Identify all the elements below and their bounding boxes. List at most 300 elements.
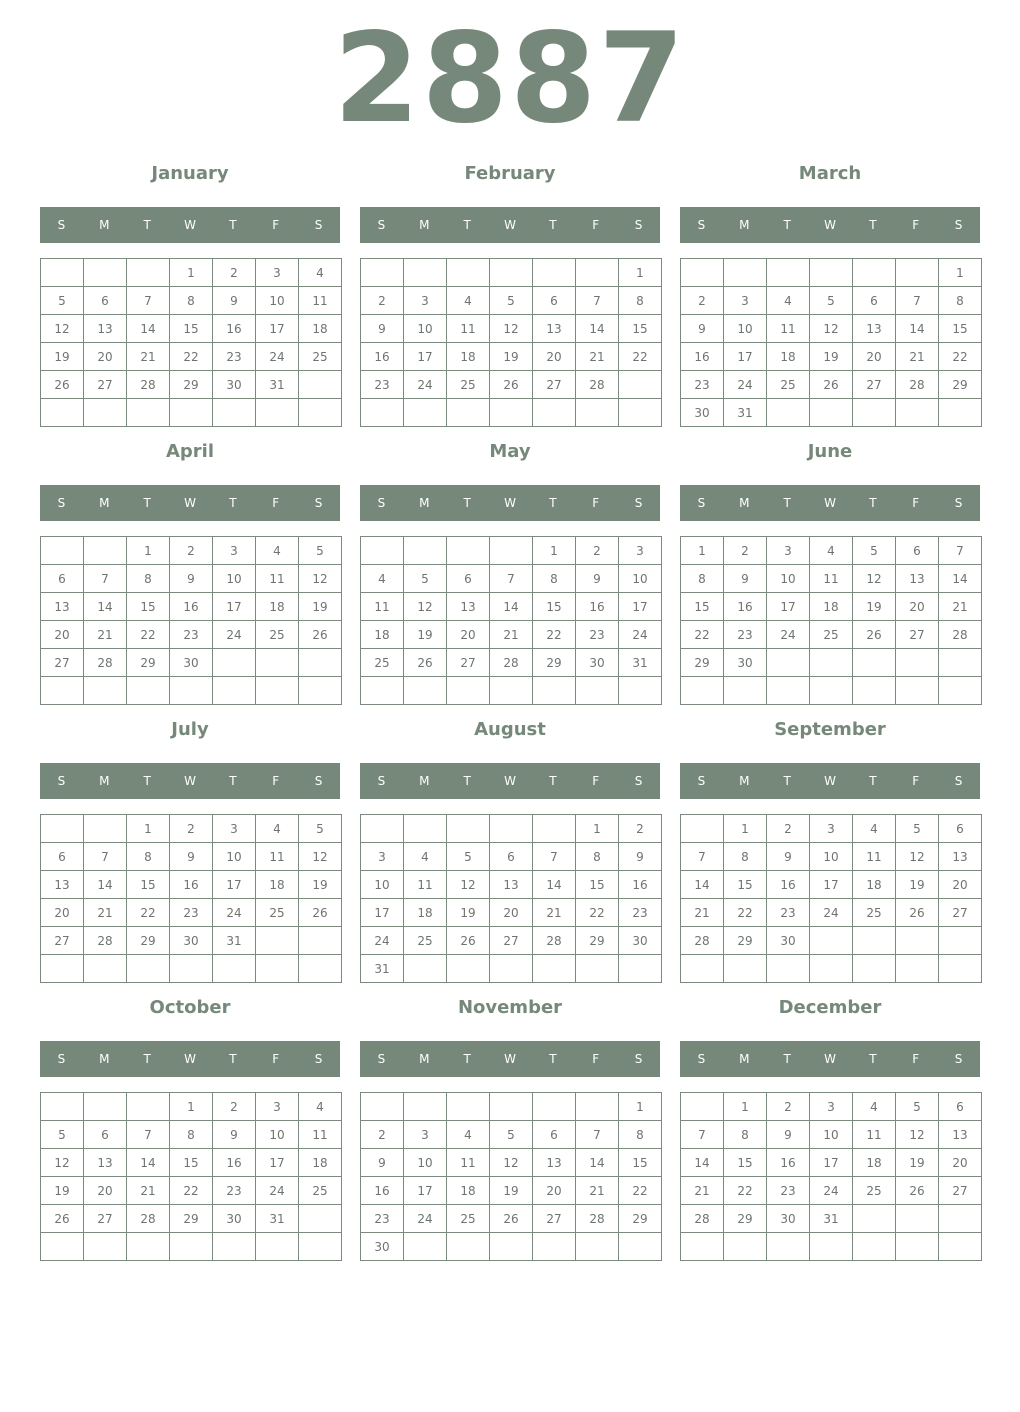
- weekday-label: T: [869, 496, 877, 510]
- weekday-label: M: [739, 1052, 750, 1066]
- day-cell: 9: [361, 315, 404, 343]
- day-cell: 16: [361, 1177, 404, 1205]
- weekday-label: S: [697, 496, 706, 510]
- day-cell: 3: [404, 1121, 447, 1149]
- weekday-label: T: [229, 218, 237, 232]
- weekday-label: W: [184, 496, 196, 510]
- week-row: [681, 1233, 982, 1261]
- empty-day-cell: [490, 259, 533, 287]
- day-cell: 24: [256, 343, 299, 371]
- day-cell: 5: [299, 537, 342, 565]
- day-cell: 8: [127, 565, 170, 593]
- empty-day-cell: [41, 955, 84, 983]
- day-cell: 25: [256, 899, 299, 927]
- day-cell: 27: [939, 899, 982, 927]
- weekday-label: T: [463, 774, 471, 788]
- day-cell: 20: [447, 621, 490, 649]
- week-row: [681, 399, 982, 427]
- weekday-header: [680, 485, 980, 521]
- week-row: [361, 621, 662, 649]
- day-cell: 8: [619, 287, 662, 315]
- day-cell: 7: [576, 1121, 619, 1149]
- day-cell: 3: [256, 1093, 299, 1121]
- day-cell: 17: [810, 1149, 853, 1177]
- week-row: [361, 315, 662, 343]
- week-row: [41, 621, 342, 649]
- day-cell: 5: [490, 287, 533, 315]
- day-cell: 20: [853, 343, 896, 371]
- day-cell: 7: [84, 565, 127, 593]
- day-cell: 21: [576, 1177, 619, 1205]
- empty-day-cell: [447, 815, 490, 843]
- empty-day-cell: [939, 1233, 982, 1261]
- day-cell: 13: [533, 315, 576, 343]
- day-cell: 5: [41, 1121, 84, 1149]
- day-cell: 22: [619, 1177, 662, 1205]
- weekday-label: F: [272, 774, 280, 788]
- day-cell: 19: [896, 871, 939, 899]
- day-cell: 2: [576, 537, 619, 565]
- day-cell: 26: [810, 371, 853, 399]
- day-cell: 31: [213, 927, 256, 955]
- weekday-label: F: [592, 1052, 600, 1066]
- day-cell: 15: [939, 315, 982, 343]
- weekday-label: M: [739, 774, 750, 788]
- day-cell: 27: [41, 927, 84, 955]
- empty-day-cell: [84, 815, 127, 843]
- day-cell: 14: [490, 593, 533, 621]
- weekday-label: W: [824, 218, 836, 232]
- week-row: [361, 955, 662, 983]
- day-cell: 29: [619, 1205, 662, 1233]
- week-row: [681, 315, 982, 343]
- day-cell: 13: [41, 593, 84, 621]
- day-cell: 20: [84, 1177, 127, 1205]
- weekday-label: W: [504, 218, 516, 232]
- day-cell: 28: [490, 649, 533, 677]
- empty-day-cell: [447, 677, 490, 705]
- day-cell: 23: [213, 343, 256, 371]
- empty-day-cell: [576, 1093, 619, 1121]
- week-row: [41, 537, 342, 565]
- weekday-label: T: [783, 496, 791, 510]
- empty-day-cell: [619, 677, 662, 705]
- day-cell: 2: [724, 537, 767, 565]
- empty-day-cell: [896, 955, 939, 983]
- day-cell: 27: [41, 649, 84, 677]
- day-cell: 7: [939, 537, 982, 565]
- empty-day-cell: [853, 1205, 896, 1233]
- day-cell: 3: [767, 537, 810, 565]
- month-name: May: [489, 441, 531, 462]
- empty-day-cell: [853, 927, 896, 955]
- empty-day-cell: [810, 927, 853, 955]
- weekday-header: [360, 1041, 660, 1077]
- empty-day-cell: [853, 399, 896, 427]
- empty-day-cell: [299, 955, 342, 983]
- empty-day-cell: [810, 649, 853, 677]
- empty-day-cell: [896, 1233, 939, 1261]
- day-cell: 3: [810, 1093, 853, 1121]
- day-cell: 11: [404, 871, 447, 899]
- empty-day-cell: [490, 815, 533, 843]
- day-cell: 5: [41, 287, 84, 315]
- day-grid: [40, 814, 342, 983]
- day-cell: 9: [213, 1121, 256, 1149]
- week-row: [681, 871, 982, 899]
- empty-day-cell: [447, 399, 490, 427]
- day-cell: 19: [896, 1149, 939, 1177]
- empty-day-cell: [724, 955, 767, 983]
- day-cell: 14: [939, 565, 982, 593]
- week-row: [41, 1149, 342, 1177]
- week-row: [361, 371, 662, 399]
- day-cell: 2: [213, 259, 256, 287]
- empty-day-cell: [299, 399, 342, 427]
- weekday-label: M: [99, 496, 110, 510]
- day-cell: 5: [810, 287, 853, 315]
- day-cell: 11: [256, 843, 299, 871]
- week-row: [41, 371, 342, 399]
- day-cell: 30: [213, 1205, 256, 1233]
- day-cell: 4: [810, 537, 853, 565]
- day-cell: 18: [361, 621, 404, 649]
- day-cell: 26: [299, 899, 342, 927]
- day-cell: 19: [490, 343, 533, 371]
- day-cell: 26: [299, 621, 342, 649]
- weekday-label: S: [57, 1052, 66, 1066]
- empty-day-cell: [41, 677, 84, 705]
- day-cell: 29: [170, 371, 213, 399]
- week-row: [361, 259, 662, 287]
- weekday-label: S: [697, 218, 706, 232]
- week-row: [361, 927, 662, 955]
- day-cell: 6: [447, 565, 490, 593]
- weekday-label: T: [549, 1052, 557, 1066]
- day-cell: 1: [533, 537, 576, 565]
- day-cell: 13: [84, 315, 127, 343]
- day-cell: 30: [767, 927, 810, 955]
- empty-day-cell: [810, 259, 853, 287]
- weekday-label: F: [272, 218, 280, 232]
- day-cell: 17: [404, 343, 447, 371]
- day-cell: 5: [447, 843, 490, 871]
- day-cell: 4: [256, 815, 299, 843]
- day-cell: 10: [256, 1121, 299, 1149]
- day-cell: 14: [896, 315, 939, 343]
- day-cell: 16: [213, 315, 256, 343]
- empty-day-cell: [84, 955, 127, 983]
- day-cell: 23: [767, 899, 810, 927]
- empty-day-cell: [41, 259, 84, 287]
- day-cell: 25: [361, 649, 404, 677]
- day-cell: 13: [41, 871, 84, 899]
- weekday-header: [40, 763, 340, 799]
- day-cell: 2: [361, 287, 404, 315]
- week-row: [361, 1093, 662, 1121]
- weekday-label: S: [377, 218, 386, 232]
- day-cell: 9: [213, 287, 256, 315]
- month-name: November: [457, 997, 563, 1018]
- day-cell: 19: [447, 899, 490, 927]
- day-cell: 6: [41, 843, 84, 871]
- week-row: [681, 899, 982, 927]
- weekday-label: F: [272, 496, 280, 510]
- day-cell: 21: [533, 899, 576, 927]
- day-cell: 24: [213, 899, 256, 927]
- empty-day-cell: [256, 399, 299, 427]
- week-row: [681, 1149, 982, 1177]
- empty-day-cell: [299, 1233, 342, 1261]
- day-cell: 22: [170, 1177, 213, 1205]
- day-cell: 2: [681, 287, 724, 315]
- empty-day-cell: [681, 1093, 724, 1121]
- day-cell: 17: [361, 899, 404, 927]
- empty-day-cell: [853, 677, 896, 705]
- day-cell: 5: [404, 565, 447, 593]
- day-cell: 18: [853, 871, 896, 899]
- day-cell: 23: [213, 1177, 256, 1205]
- day-cell: 25: [404, 927, 447, 955]
- day-cell: 24: [810, 899, 853, 927]
- weekday-label: S: [634, 774, 643, 788]
- week-row: [41, 843, 342, 871]
- day-cell: 11: [447, 1149, 490, 1177]
- day-cell: 22: [619, 343, 662, 371]
- day-cell: 5: [896, 1093, 939, 1121]
- day-cell: 9: [619, 843, 662, 871]
- day-cell: 30: [170, 927, 213, 955]
- weekday-label: S: [697, 774, 706, 788]
- weekday-label: S: [314, 774, 323, 788]
- weekday-label: T: [463, 496, 471, 510]
- day-grid: [680, 814, 982, 983]
- week-row: [41, 315, 342, 343]
- day-cell: 10: [213, 843, 256, 871]
- day-cell: 14: [84, 593, 127, 621]
- day-cell: 13: [853, 315, 896, 343]
- month-name: December: [778, 997, 882, 1018]
- day-cell: 13: [896, 565, 939, 593]
- empty-day-cell: [361, 259, 404, 287]
- empty-day-cell: [896, 1205, 939, 1233]
- empty-day-cell: [41, 1233, 84, 1261]
- empty-day-cell: [681, 259, 724, 287]
- day-cell: 12: [41, 1149, 84, 1177]
- month-name: July: [171, 719, 209, 740]
- day-grid: [360, 1092, 662, 1261]
- empty-day-cell: [767, 955, 810, 983]
- weekday-label: T: [783, 1052, 791, 1066]
- empty-day-cell: [767, 259, 810, 287]
- empty-day-cell: [361, 1093, 404, 1121]
- weekday-label: M: [739, 218, 750, 232]
- weekday-header: [680, 207, 980, 243]
- weekday-label: F: [912, 774, 920, 788]
- day-cell: 9: [767, 843, 810, 871]
- day-cell: 28: [84, 649, 127, 677]
- empty-day-cell: [939, 927, 982, 955]
- day-cell: 28: [896, 371, 939, 399]
- day-cell: 11: [853, 1121, 896, 1149]
- weekday-label: T: [143, 774, 151, 788]
- day-cell: 29: [127, 649, 170, 677]
- day-cell: 11: [853, 843, 896, 871]
- day-cell: 28: [939, 621, 982, 649]
- day-cell: 13: [939, 1121, 982, 1149]
- day-cell: 12: [404, 593, 447, 621]
- day-cell: 30: [213, 371, 256, 399]
- week-row: [681, 259, 982, 287]
- day-cell: 4: [767, 287, 810, 315]
- day-cell: 27: [896, 621, 939, 649]
- week-row: [681, 343, 982, 371]
- day-cell: 22: [681, 621, 724, 649]
- day-cell: 17: [767, 593, 810, 621]
- day-cell: 29: [681, 649, 724, 677]
- day-cell: 23: [170, 621, 213, 649]
- day-cell: 12: [853, 565, 896, 593]
- empty-day-cell: [127, 1233, 170, 1261]
- week-row: [681, 371, 982, 399]
- weekday-label: F: [592, 218, 600, 232]
- weekday-label: F: [592, 496, 600, 510]
- day-cell: 25: [853, 1177, 896, 1205]
- day-cell: 3: [213, 815, 256, 843]
- day-cell: 20: [41, 621, 84, 649]
- empty-day-cell: [404, 815, 447, 843]
- week-row: [41, 649, 342, 677]
- day-cell: 13: [490, 871, 533, 899]
- day-cell: 31: [619, 649, 662, 677]
- day-cell: 28: [84, 927, 127, 955]
- empty-day-cell: [447, 537, 490, 565]
- day-cell: 25: [767, 371, 810, 399]
- empty-day-cell: [361, 815, 404, 843]
- day-cell: 20: [533, 1177, 576, 1205]
- week-row: [681, 1121, 982, 1149]
- weekday-label: S: [57, 218, 66, 232]
- day-cell: 10: [724, 315, 767, 343]
- week-row: [681, 1205, 982, 1233]
- day-cell: 27: [84, 1205, 127, 1233]
- empty-day-cell: [724, 677, 767, 705]
- day-cell: 21: [896, 343, 939, 371]
- empty-day-cell: [404, 677, 447, 705]
- day-cell: 18: [299, 315, 342, 343]
- empty-day-cell: [853, 259, 896, 287]
- day-cell: 16: [767, 871, 810, 899]
- week-row: [681, 677, 982, 705]
- day-cell: 28: [681, 1205, 724, 1233]
- empty-day-cell: [767, 677, 810, 705]
- day-cell: 10: [404, 1149, 447, 1177]
- day-cell: 2: [361, 1121, 404, 1149]
- empty-day-cell: [213, 649, 256, 677]
- day-cell: 12: [810, 315, 853, 343]
- day-cell: 2: [767, 1093, 810, 1121]
- day-cell: 22: [576, 899, 619, 927]
- empty-day-cell: [256, 927, 299, 955]
- empty-day-cell: [533, 677, 576, 705]
- day-cell: 23: [576, 621, 619, 649]
- day-cell: 13: [447, 593, 490, 621]
- week-row: [681, 537, 982, 565]
- day-cell: 21: [939, 593, 982, 621]
- day-grid: [360, 536, 662, 705]
- day-cell: 18: [256, 593, 299, 621]
- weekday-label: F: [592, 774, 600, 788]
- empty-day-cell: [404, 1093, 447, 1121]
- day-cell: 1: [127, 537, 170, 565]
- day-cell: 27: [533, 1205, 576, 1233]
- empty-day-cell: [767, 649, 810, 677]
- day-cell: 23: [681, 371, 724, 399]
- week-row: [361, 815, 662, 843]
- empty-day-cell: [576, 677, 619, 705]
- day-cell: 30: [767, 1205, 810, 1233]
- week-row: [361, 399, 662, 427]
- day-cell: 17: [256, 315, 299, 343]
- empty-day-cell: [41, 815, 84, 843]
- day-cell: 31: [361, 955, 404, 983]
- day-cell: 24: [256, 1177, 299, 1205]
- day-cell: 27: [939, 1177, 982, 1205]
- day-cell: 29: [533, 649, 576, 677]
- day-cell: 18: [767, 343, 810, 371]
- empty-day-cell: [213, 677, 256, 705]
- empty-day-cell: [256, 955, 299, 983]
- day-cell: 24: [404, 371, 447, 399]
- week-row: [681, 649, 982, 677]
- empty-day-cell: [576, 955, 619, 983]
- empty-day-cell: [490, 1093, 533, 1121]
- empty-day-cell: [84, 259, 127, 287]
- week-row: [681, 927, 982, 955]
- year-title: 2887: [333, 7, 687, 151]
- day-cell: 18: [299, 1149, 342, 1177]
- day-cell: 2: [619, 815, 662, 843]
- weekday-header: [680, 763, 980, 799]
- empty-day-cell: [939, 1205, 982, 1233]
- week-row: [361, 677, 662, 705]
- empty-day-cell: [361, 677, 404, 705]
- weekday-label: W: [824, 1052, 836, 1066]
- day-cell: 25: [447, 1205, 490, 1233]
- weekday-label: M: [419, 774, 430, 788]
- day-cell: 5: [490, 1121, 533, 1149]
- day-cell: 4: [447, 1121, 490, 1149]
- week-row: [361, 1177, 662, 1205]
- week-row: [361, 537, 662, 565]
- empty-day-cell: [810, 955, 853, 983]
- weekday-label: S: [57, 774, 66, 788]
- empty-day-cell: [681, 677, 724, 705]
- day-cell: 18: [447, 1177, 490, 1205]
- empty-day-cell: [681, 955, 724, 983]
- empty-day-cell: [170, 1233, 213, 1261]
- day-cell: 3: [619, 537, 662, 565]
- day-cell: 26: [896, 899, 939, 927]
- day-cell: 4: [299, 1093, 342, 1121]
- day-cell: 5: [896, 815, 939, 843]
- empty-day-cell: [490, 955, 533, 983]
- weekday-label: S: [57, 496, 66, 510]
- day-cell: 22: [724, 899, 767, 927]
- weekday-label: T: [869, 774, 877, 788]
- day-cell: 8: [576, 843, 619, 871]
- empty-day-cell: [170, 399, 213, 427]
